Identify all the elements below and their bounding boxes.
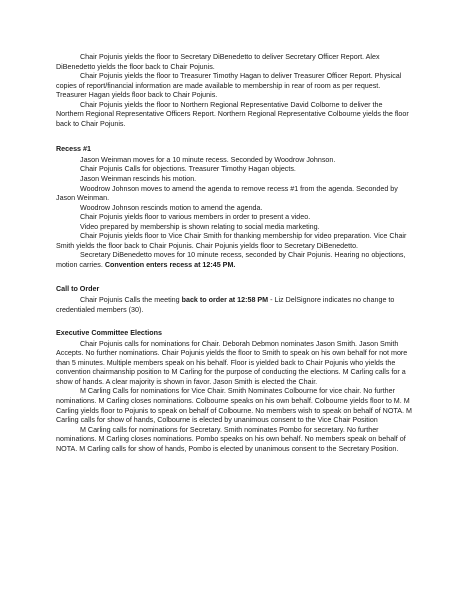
recess-line: Chair Pojunis yields floor to various members in order to present a video. (80, 213, 311, 222)
call-to-order-paragraph (56, 296, 412, 315)
recess-start-time: Convention enters recess at 12:45 PM. (104, 260, 236, 269)
recess-line: Chair Pojunis yields floor to Vice Chair Smith for thanking membership for video preparation. Vice Chair Smith yields the floor back to Chair Pojunis. Chair Pojunis yields floor to Secretary DiBenedetto. (56, 232, 407, 250)
election-chair-paragraph: Chair Pojunis calls for nominations for Chair. Deborah Debmon nominates Jason Smith. Jason Smith Accepts. No further nominations. Chair Pojunis yields the floor to Smith to speak on his own behalf for not more than 5 minutes. Multiple members speak on his behalf. Floor is yielded back to Chair Pojunis who yields the convention chairmanship position to M Carling for the purpose of conducting the elections. M Carling calls for a show of hands. A clear majority is shown in favor. Jason Smith is elected the Chair. (56, 339, 408, 386)
section-heading-recess: Recess #1 (56, 145, 91, 154)
recess-line: Woodrow Johnson rescinds motion to amend the agenda. (80, 203, 263, 212)
election-vice-chair-paragraph: M Carling Calls for nominations for Vice Chair. Smith Nominates Colbourne for vice chair. No further nominations. M Carling closes nominations. Colbourne speaks on his own behalf. Colbourne yields floor to M. M Carling yields floor to Pojunis to speak on behalf of Colbourne. No members wish to speak on behalf of NOTA. M Carling calls for show of hands, Colbourne is elected by unanimous consent to the Vice Chair Position (56, 387, 412, 425)
recess-line: Chair Pojunis Calls for objections. Treasurer Timothy Hagan objects. (80, 165, 296, 174)
recess-line: Jason Weinman moves for a 10 minute recess. Seconded by Woodrow Johnson. (80, 155, 336, 164)
recess-line: Video prepared by membership is shown relating to social media marketing. (80, 222, 320, 231)
intro-paragraph-northern-report: Chair Pojunis yields the floor to Northern Regional Representative David Colborne to deliver the Northern Regional Representative Officers Report. Northern Regional Representative Colbourne yields the floor back to Chair Pojunis. (56, 100, 409, 128)
call-to-order-text: Chair Pojunis Calls the meeting (80, 296, 182, 305)
election-secretary-paragraph: M Carling calls for nominations for Secretary. Smith nominates Pombo for secretary. No further nominations. M Carling closes nominations. Pombo speaks on his own behalf. No members speak on behalf of NOTA. M Carling calls for show of hands, Pombo is elected by unanimous consent to the Secretary Position. (56, 425, 406, 453)
intro-paragraph-treasurer-report: Chair Pojunis yields the floor to Treasurer Timothy Hagan to deliver Treasurer Officer Report. Physical copies of report/financial information are made available to membership in rear of room as per request. Treasurer Hagan yields floor back to Chair Pojunis. (56, 72, 402, 100)
section-heading-elections: Executive Committee Elections (56, 329, 162, 338)
section-heading-call-to-order: Call to Order (56, 285, 100, 294)
recess-final-text: Secretary DiBenedetto moves for 10 minute recess, seconded by Chair Pojunis. Hearing no objections, motion carries. (56, 251, 406, 269)
call-to-order-time: back to order at 12:58 PM (181, 296, 269, 305)
recess-final-line (56, 251, 412, 270)
recess-line: Jason Weinman rescinds his motion. (80, 175, 197, 184)
intro-paragraph-secretary-report: Chair Pojunis yields the floor to Secretary DiBenedetto to deliver Secretary Officer Report. Alex DiBenedetto yields the floor back to Chair Pojunis. (56, 53, 380, 71)
call-to-order-credentials: - Liz DelSignore indicates no change to credentialed members (30). (56, 296, 395, 314)
recess-line: Woodrow Johnson moves to amend the agenda to remove recess #1 from the agenda. Seconded by Jason Weinman. (56, 184, 398, 203)
